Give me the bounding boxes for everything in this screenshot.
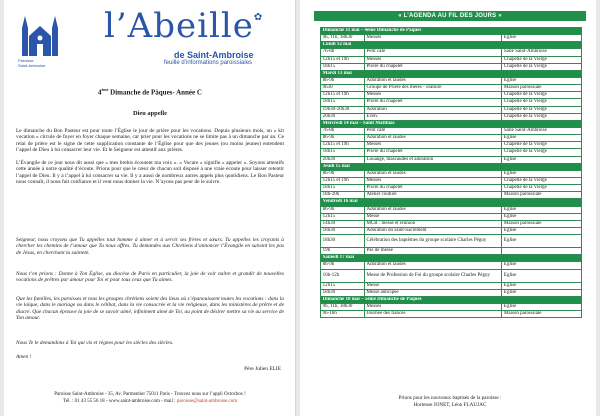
- agenda-activity: Groupe de Prière des mères - oratoire: [364, 85, 501, 92]
- agenda-row: [321, 185, 582, 192]
- agenda-location: Eglise: [502, 213, 582, 220]
- agenda-row: [321, 248, 582, 255]
- agenda-location: Chapelle de la Vierge: [502, 106, 582, 113]
- agenda-time: 19h30-20h30: [321, 106, 365, 113]
- masthead-subtitle: de Saint-Ambroise: [174, 50, 254, 60]
- bulletin-front-page: [4, 0, 296, 416]
- agenda-location: Eglise: [502, 227, 582, 234]
- bee-icon: ✿: [253, 12, 264, 23]
- agenda-time: 12h15 et 19h: [321, 56, 365, 63]
- agenda-row: [321, 35, 582, 42]
- agenda-location: Chapelle de la Vierge: [502, 63, 582, 70]
- agenda-time: 10h-12h: [321, 269, 365, 282]
- agenda-activity: Messe anticipée: [364, 289, 501, 296]
- agenda-time: 8h-9h: [321, 206, 365, 213]
- agenda-activity: MCR : messe et réunion: [364, 220, 501, 227]
- agenda-location: Chapelle de la Vierge: [502, 99, 582, 106]
- sunday-title-prefix: 4: [98, 88, 102, 97]
- agenda-time: 19h: [321, 248, 365, 255]
- agenda-day-label: Dimanche 11 mai – 4ème Dimanche de Pâques: [321, 28, 582, 35]
- agenda-time: 18h15: [321, 99, 365, 106]
- agenda-location: Eglise: [502, 262, 582, 269]
- agenda-activity: Adoration et laudes: [364, 262, 501, 269]
- agenda-time: 18h30: [321, 289, 365, 296]
- paragraph: Le dimanche du Bon Pasteur est pour toute l’Église le jour de prière pour les vocations. Depuis plusieurs mois, un « kit vocation » circule de foyer en foyer chaque semaine, car prier pour les vocations ne se limite pas à un dimanche par an. Ce relai de prière est le signe de cette supplication constante de l’Église pour que des jeunes (ou moins jeunes) entendent l’appel de Dieu à lui consacrer leur vie. Et le Seigneur est attentif aux prières.: [16, 128, 284, 154]
- signature: Père Julien ELIE: [244, 366, 281, 372]
- baptism-prayer-names: Hortense JONET, Léon FLAUJAC: [413, 402, 487, 408]
- agenda-time: 18h-20h: [321, 192, 365, 199]
- agenda-time: 12h15: [321, 213, 365, 220]
- agenda-location: Eglise: [502, 303, 582, 310]
- footer: [4, 391, 296, 405]
- agenda-row: [321, 289, 582, 296]
- footer-contact: [4, 398, 296, 405]
- prayer-paragraph: Seigneur, nous croyons que Tu appelles tout homme à aimer et à servir ses frères et sœurs. Tu appelles les croyants à chercher les chemins de l’amour que Tu nous offres. Tu demandes aux Chrétiens d’annoncer l’Évangile en suivant les pas de Jésus, en cherchant la sainteté.: [16, 237, 284, 256]
- agenda-time: 9h-16h: [321, 311, 365, 318]
- agenda-time: 12h15 et 19h: [321, 177, 365, 184]
- footer-address: Paroisse Saint-Ambroise - 35, Av. Parmentier 75011 Paris - Trouvez nous sur l’appli Octochos !: [54, 392, 246, 397]
- agenda-activity: Messes: [364, 303, 501, 310]
- agenda-activity: Louange, mascaudes et adoration: [364, 156, 501, 163]
- agenda-row: [321, 99, 582, 106]
- agenda-time: 12h15: [321, 282, 365, 289]
- prayer-paragraph: Nous Te le demandons à Toi qui vis et règnes pour les siècles des siècles.: [16, 340, 174, 346]
- agenda-location: Eglise: [502, 170, 582, 177]
- footer-email-link[interactable]: paroisse@saint-ambroise.com: [176, 399, 238, 404]
- agenda-location: Eglise: [502, 135, 582, 142]
- agenda-activity: Journée des fiancés: [364, 311, 501, 318]
- logo-caption: [18, 58, 78, 68]
- agenda-location: Chapelle de la Vierge: [502, 185, 582, 192]
- agenda-table-body: [321, 28, 582, 318]
- agenda-day-header: [321, 296, 582, 303]
- agenda-time: 7h-8h: [321, 127, 365, 134]
- masthead-title: [104, 6, 263, 46]
- agenda-title: « L’AGENDA AU FIL DES JOURS »: [314, 11, 586, 21]
- agenda-activity: Petit café: [364, 127, 501, 134]
- agenda-row: [321, 156, 582, 163]
- agenda-row: [321, 135, 582, 142]
- agenda-row: [321, 311, 582, 318]
- agenda-location: Eglise: [502, 77, 582, 84]
- agenda-day-header: [321, 28, 582, 35]
- agenda-time: 18h15: [321, 149, 365, 156]
- agenda-row: [321, 206, 582, 213]
- logo-caption-line1: Paroisse: [18, 58, 34, 63]
- agenda-time: 9h, 11h, 18h30: [321, 303, 365, 310]
- agenda-location: Eglise: [502, 156, 582, 163]
- agenda-activity: Pas de messe: [364, 248, 501, 255]
- agenda-time: 9h30: [321, 85, 365, 92]
- agenda-activity: Messe de Profession de Foi du groupe scolaire Charles Péguy: [364, 269, 501, 282]
- agenda-location: Chapelle de la Vierge: [502, 56, 582, 63]
- agenda-activity: Adoration et laudes: [364, 170, 501, 177]
- agenda-row: [321, 220, 582, 227]
- agenda-day-label: Jeudi 15 mai: [321, 163, 582, 170]
- agenda-time: 9h, 11h, 18h30: [321, 35, 365, 42]
- agenda-row: [321, 269, 582, 282]
- agenda-day-header: [321, 70, 582, 77]
- agenda-time: 18h30: [321, 227, 365, 234]
- prayer-paragraph: Que les familles, les paroisses et tous les groupes chrétiens soient des lieux où s’épanouissent toutes les vocations : dans la vie laïque, dans le mariage ou dans le célibat, dans la vie consacrée et la vie religieuse, dans les ministères de prêtre et de diacre. Que chacun éprouve la joie de se savoir aimé, infiniment aimé de Toi, au point de désirer mettre sa vie au service de Ton amour.: [16, 296, 284, 322]
- agenda-row: [321, 92, 582, 99]
- agenda-location: [502, 248, 582, 255]
- agenda-activity: Adoration et laudes: [364, 135, 501, 142]
- agenda-location: Salle Saint-Ambroise: [502, 127, 582, 134]
- agenda-activity: Messes: [364, 177, 501, 184]
- agenda-location: Chapelle de la Vierge: [502, 92, 582, 99]
- agenda-activity: Messes: [364, 142, 501, 149]
- agenda-row: [321, 106, 582, 113]
- agenda-time: 8h-9h: [321, 170, 365, 177]
- agenda-location: Eglise: [502, 289, 582, 296]
- agenda-day-label: Mardi 13 mai: [321, 70, 582, 77]
- agenda-activity: Adoration et laudes: [364, 206, 501, 213]
- agenda-activity: Prière du chapelet: [364, 185, 501, 192]
- agenda-row: [321, 56, 582, 63]
- agenda-activity: Messes: [364, 35, 501, 42]
- masthead-tagline: feuille d’informations paroissiales: [164, 60, 253, 66]
- agenda-activity: Adoration: [364, 106, 501, 113]
- agenda-day-header: [321, 255, 582, 262]
- agenda-activity: Adoration et laudes: [364, 77, 501, 84]
- agenda-day-label: Samedi 17 mai: [321, 255, 582, 262]
- agenda-location: Maison paroissiale: [502, 311, 582, 318]
- agenda-activity: Prière du chapelet: [364, 149, 501, 156]
- agenda-activity: Prière du chapelet: [364, 99, 501, 106]
- agenda-activity: Prière du chapelet: [364, 63, 501, 70]
- church-icon: [18, 14, 62, 60]
- agenda-day-label: Mercredi 14 mai – Saint Matthias: [321, 120, 582, 127]
- agenda-time: 18h30: [321, 235, 365, 248]
- agenda-activity: Messe: [364, 282, 501, 289]
- agenda-activity: Atelier couture: [364, 192, 501, 199]
- sunday-title-rest: Dimanche de Pâques- Année C: [108, 88, 202, 97]
- agenda-day-header: [321, 163, 582, 170]
- agenda-row: [321, 282, 582, 289]
- agenda-time: 18h15: [321, 185, 365, 192]
- agenda-day-header: [321, 42, 582, 49]
- agenda-row: [321, 213, 582, 220]
- prayer-amen: Amen !: [16, 354, 32, 360]
- agenda-location: Salle Saint-Ambroise: [502, 49, 582, 56]
- agenda-row: [321, 142, 582, 149]
- agenda-location: Eglise: [502, 269, 582, 282]
- agenda-location: Chapelle de la Vierge: [502, 142, 582, 149]
- agenda-row: [321, 63, 582, 70]
- agenda-row: [321, 227, 582, 234]
- logo-caption-line2: Saint-Ambroise: [18, 63, 46, 68]
- agenda-activity: Messe: [364, 213, 501, 220]
- agenda-location: Eglise: [502, 282, 582, 289]
- agenda-row: [321, 262, 582, 269]
- church-logo: [18, 14, 62, 60]
- agenda-location: Eglise: [502, 35, 582, 42]
- agenda-row: [321, 170, 582, 177]
- sunday-title-sup: ème: [101, 87, 109, 92]
- agenda-time: 18h15: [321, 63, 365, 70]
- masthead-title-text: l’Abeille: [104, 6, 254, 46]
- agenda-row: [321, 235, 582, 248]
- agenda-activity: Messes: [364, 92, 501, 99]
- agenda-time: 8h-9h: [321, 262, 365, 269]
- agenda-time: 12h15 et 19h: [321, 92, 365, 99]
- agenda-activity: Messes: [364, 56, 501, 63]
- agenda-time: 20h30: [321, 113, 365, 120]
- agenda-activity: Célébration des baptêmes du groupe scolaire Charles Péguy: [364, 235, 501, 248]
- agenda-day-label: Vendredi 16 mai: [321, 199, 582, 206]
- paragraph: L’Évangile de ce jour nous dit aussi que « mes brebis écoutent ma voix ». « Vocare » signifie « appeler ». Soyons attentifs cette année à notre qualité d’écoute. Prions pour que le cœur de chacun soit disposé à une vraie écoute pour laisser retentir l’appel de Dieu. Il y a l’appel à lui consacrer sa vie. Il y a aussi de nombreux autres appels plus quotidiens. Le Bon Pasteur nous connaît, il nous fait confiance et il veut nous donner la vie. N’ayons pas peur de le suivre.: [16, 160, 284, 186]
- section-title: Dieu appelle: [133, 110, 167, 117]
- sunday-title: [4, 87, 296, 96]
- agenda-row: [321, 177, 582, 184]
- agenda-row: [321, 192, 582, 199]
- agenda-day-label: Lundi 12 mai: [321, 42, 582, 49]
- agenda-location: Maison paroissiale: [502, 220, 582, 227]
- footer-phone-web: Tél. : 01 43 55 56 18 - www.saint-ambroise.com - mail :: [62, 399, 176, 404]
- agenda-row: [321, 149, 582, 156]
- agenda-activity: Adoration du saint-Sacrement: [364, 227, 501, 234]
- agenda-time: 8h-9h: [321, 135, 365, 142]
- agenda-location: Maison paroissiale: [502, 85, 582, 92]
- agenda-time: 8h-9h: [321, 77, 365, 84]
- agenda-day-header: [321, 120, 582, 127]
- agenda-row: [321, 303, 582, 310]
- agenda-activity: Petit café: [364, 49, 501, 56]
- agenda-time: 14h30: [321, 220, 365, 227]
- agenda-row: [321, 113, 582, 120]
- agenda-time: 7h-8h: [321, 49, 365, 56]
- agenda-row: [321, 49, 582, 56]
- agenda-location: Chapelle de la Vierge: [502, 113, 582, 120]
- prayer-paragraph: Nous t’en prions : Donne à Ton Église, au diocèse de Paris en particulier, la joie de voir naître et grandir de nouvelles vocations de prêtres par amour pour Toi et pour tous ceux que Tu aimes.: [16, 271, 284, 284]
- agenda-location: Chapelle de la Vierge: [502, 149, 582, 156]
- agenda-location: Eglise: [502, 206, 582, 213]
- agenda-location: Eglise: [502, 235, 582, 248]
- agenda-table: [320, 27, 582, 318]
- agenda-location: Chapelle de la Vierge: [502, 177, 582, 184]
- baptism-prayer-intro: Prions pour les nouveaux baptisés de la paroisse :: [398, 395, 502, 401]
- agenda-time: 20h30: [321, 156, 365, 163]
- baptism-prayer: [314, 395, 586, 409]
- bulletin-agenda-page: [300, 0, 596, 416]
- agenda-day-label: Dimanche 18 mai – 5ème Dimanche de Pâques: [321, 296, 582, 303]
- agenda-row: [321, 85, 582, 92]
- agenda-location: Maison paroissiale: [502, 192, 582, 199]
- agenda-row: [321, 77, 582, 84]
- agenda-day-header: [321, 199, 582, 206]
- agenda-time: 12h15 et 19h: [321, 142, 365, 149]
- agenda-activity: Even.: [364, 113, 501, 120]
- agenda-row: [321, 127, 582, 134]
